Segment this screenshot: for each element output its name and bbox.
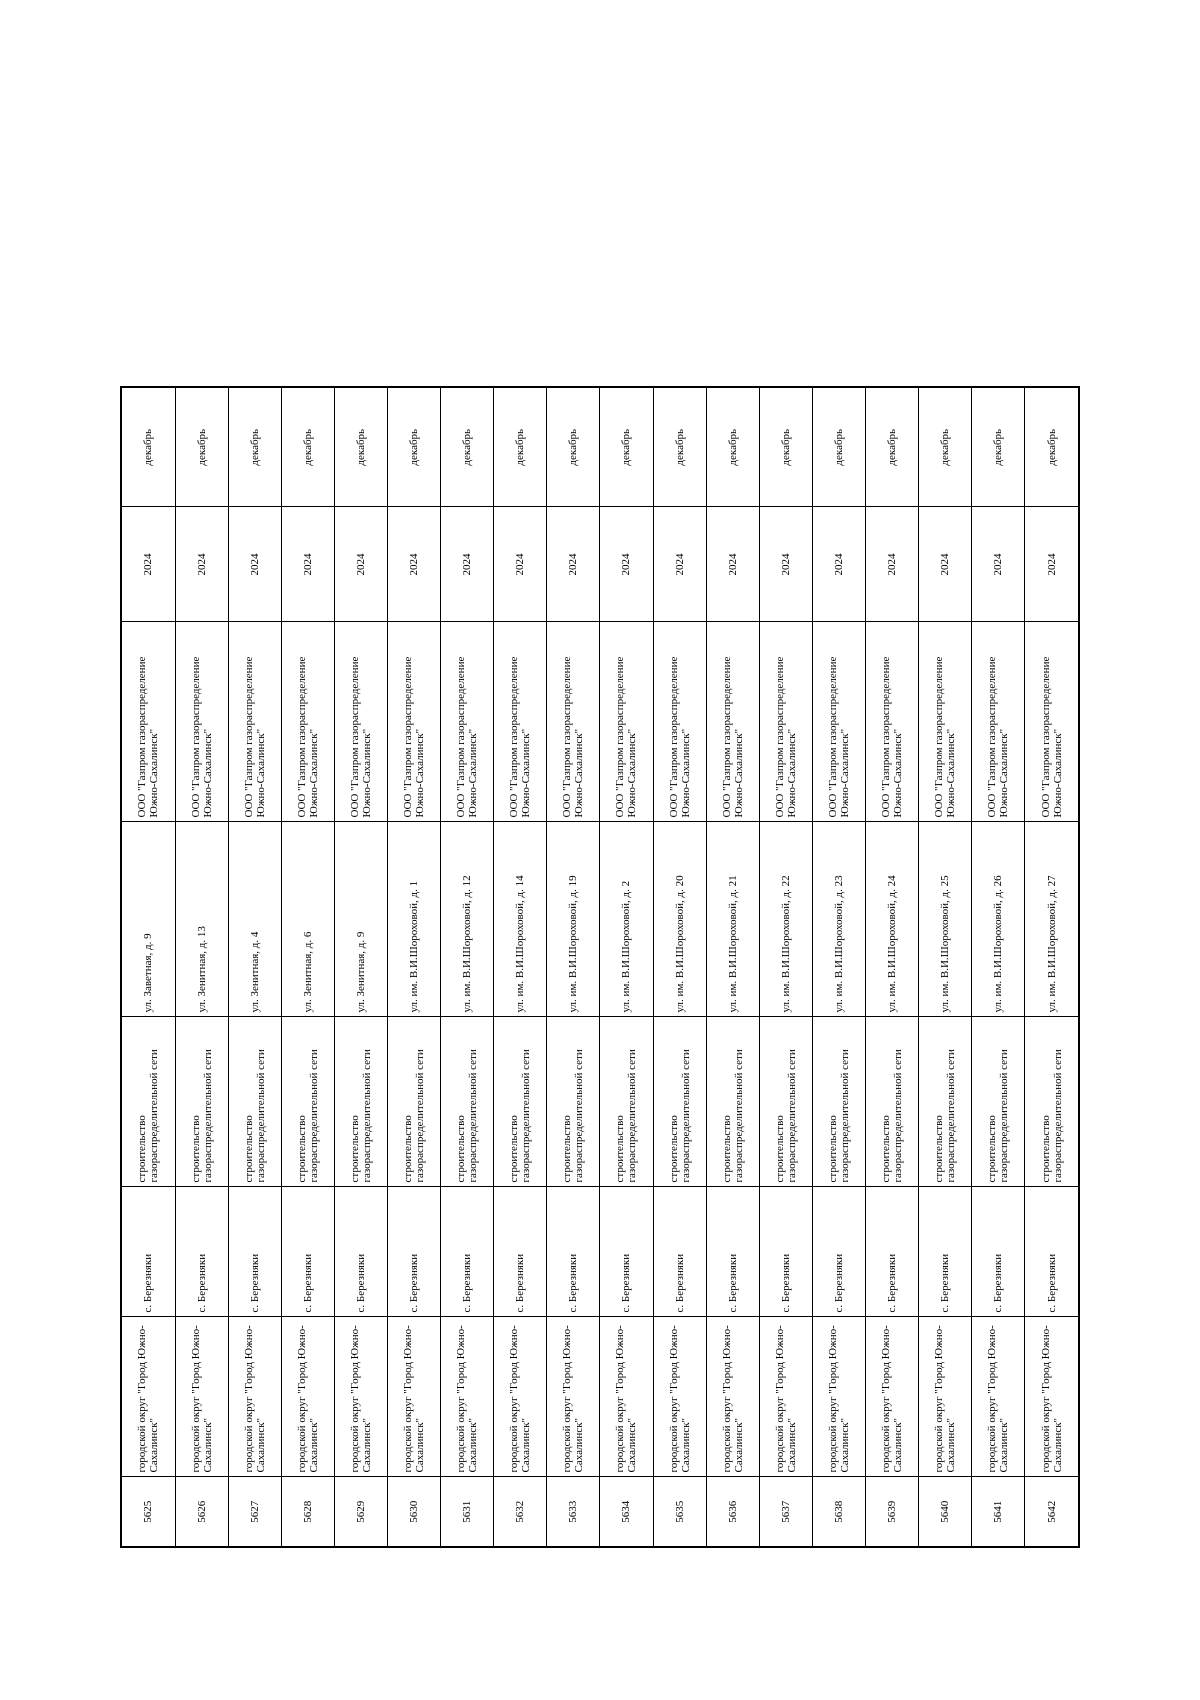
row-number: 5626 [175,1477,228,1547]
settlement-cell: с. Березняки [334,1187,387,1317]
month-cell: декабрь [175,387,228,507]
work-type-cell: строительство газораспределительной сети [706,1017,759,1187]
organization-cell: ООО "Газпром газораспределение Южно-Сахалинск" [812,622,865,822]
municipality-cell: городской округ "Город Южно-Сахалинск" [972,1317,1025,1477]
address-cell: ул. им. В.И.Шороховой, д. 22 [759,822,812,1017]
work-type-cell: строительство газораспределительной сети [441,1017,494,1187]
month-cell: декабрь [228,387,281,507]
settlement-cell: с. Березняки [281,1187,334,1317]
work-type-cell: строительство газораспределительной сети [387,1017,440,1187]
year-cell: 2024 [494,507,547,622]
table-row [706,387,759,1547]
settlement-cell: с. Березняки [706,1187,759,1317]
table-row [919,387,972,1547]
settlement-cell: с. Березняки [121,1187,175,1317]
work-type-cell: строительство газораспределительной сети [600,1017,653,1187]
work-type-cell: строительство газораспределительной сети [812,1017,865,1187]
row-number: 5633 [547,1477,600,1547]
settlement-cell: с. Березняки [759,1187,812,1317]
municipality-cell: городской округ "Город Южно-Сахалинск" [919,1317,972,1477]
year-cell: 2024 [812,507,865,622]
table-row [121,387,175,1547]
month-cell: декабрь [706,387,759,507]
row-number: 5634 [600,1477,653,1547]
settlement-cell: с. Березняки [919,1187,972,1317]
year-cell: 2024 [919,507,972,622]
year-cell: 2024 [121,507,175,622]
table-row [1025,387,1079,1547]
table-row [972,387,1025,1547]
year-cell: 2024 [706,507,759,622]
settlement-cell: с. Березняки [812,1187,865,1317]
table-row [812,387,865,1547]
table-row [175,387,228,1547]
organization-cell: ООО "Газпром газораспределение Южно-Сахалинск" [228,622,281,822]
month-cell: декабрь [600,387,653,507]
table-row [228,387,281,1547]
month-cell: декабрь [441,387,494,507]
work-type-cell: строительство газораспределительной сети [759,1017,812,1187]
row-number: 5641 [972,1477,1025,1547]
organization-cell: ООО "Газпром газораспределение Южно-Сахалинск" [865,622,918,822]
row-number: 5635 [653,1477,706,1547]
month-cell: декабрь [865,387,918,507]
address-cell: ул. Заветная, д. 9 [121,822,175,1017]
table-row [865,387,918,1547]
address-cell: ул. им. В.И.Шороховой, д. 20 [653,822,706,1017]
month-cell: декабрь [972,387,1025,507]
address-cell: ул. им. В.И.Шороховой, д. 26 [972,822,1025,1017]
year-cell: 2024 [228,507,281,622]
address-cell: ул. им. В.И.Шороховой, д. 25 [919,822,972,1017]
settlement-cell: с. Березняки [1025,1187,1079,1317]
month-cell: декабрь [1025,387,1079,507]
settlement-cell: с. Березняки [653,1187,706,1317]
month-cell: декабрь [919,387,972,507]
municipality-cell: городской округ "Город Южно-Сахалинск" [334,1317,387,1477]
work-type-cell: строительство газораспределительной сети [121,1017,175,1187]
settlement-cell: с. Березняки [387,1187,440,1317]
settlement-cell: с. Березняки [600,1187,653,1317]
table-row [441,387,494,1547]
organization-cell: ООО "Газпром газораспределение Южно-Сахалинск" [1025,622,1079,822]
organization-cell: ООО "Газпром газораспределение Южно-Сахалинск" [547,622,600,822]
row-number: 5631 [441,1477,494,1547]
settlement-cell: с. Березняки [441,1187,494,1317]
work-type-cell: строительство газораспределительной сети [334,1017,387,1187]
month-cell: декабрь [812,387,865,507]
municipality-cell: городской округ "Город Южно-Сахалинск" [494,1317,547,1477]
organization-cell: ООО "Газпром газораспределение Южно-Сахалинск" [919,622,972,822]
municipality-cell: городской округ "Город Южно-Сахалинск" [812,1317,865,1477]
table-row [759,387,812,1547]
year-cell: 2024 [865,507,918,622]
address-cell: ул. им. В.И.Шороховой, д. 14 [494,822,547,1017]
organization-cell: ООО "Газпром газораспределение Южно-Сахалинск" [175,622,228,822]
table-row [600,387,653,1547]
work-type-cell: строительство газораспределительной сети [228,1017,281,1187]
settlement-cell: с. Березняки [175,1187,228,1317]
month-cell: декабрь [121,387,175,507]
year-cell: 2024 [547,507,600,622]
year-cell: 2024 [600,507,653,622]
row-number: 5629 [334,1477,387,1547]
table-row [494,387,547,1547]
organization-cell: ООО "Газпром газораспределение Южно-Сахалинск" [972,622,1025,822]
table-row [387,387,440,1547]
table-body [121,387,1079,1547]
municipality-cell: городской округ "Город Южно-Сахалинск" [441,1317,494,1477]
settlement-cell: с. Березняки [228,1187,281,1317]
row-number: 5638 [812,1477,865,1547]
settlement-cell: с. Березняки [865,1187,918,1317]
municipality-cell: городской округ "Город Южно-Сахалинск" [387,1317,440,1477]
municipality-cell: городской округ "Город Южно-Сахалинск" [281,1317,334,1477]
municipality-cell: городской округ "Город Южно-Сахалинск" [706,1317,759,1477]
work-type-cell: строительство газораспределительной сети [1025,1017,1079,1187]
row-number: 5639 [865,1477,918,1547]
year-cell: 2024 [281,507,334,622]
rotated-page [120,388,1080,1548]
month-cell: декабрь [653,387,706,507]
organization-cell: ООО "Газпром газораспределение Южно-Сахалинск" [334,622,387,822]
year-cell: 2024 [972,507,1025,622]
address-cell: ул. им. В.И.Шороховой, д. 19 [547,822,600,1017]
organization-cell: ООО "Газпром газораспределение Южно-Сахалинск" [653,622,706,822]
organization-cell: ООО "Газпром газораспределение Южно-Сахалинск" [600,622,653,822]
table-row [547,387,600,1547]
municipality-cell: городской округ "Город Южно-Сахалинск" [653,1317,706,1477]
work-type-cell: строительство газораспределительной сети [547,1017,600,1187]
table-row [281,387,334,1547]
work-type-cell: строительство газораспределительной сети [175,1017,228,1187]
year-cell: 2024 [441,507,494,622]
settlement-cell: с. Березняки [547,1187,600,1317]
municipality-cell: городской округ "Город Южно-Сахалинск" [759,1317,812,1477]
address-cell: ул. Зенитная, д. 4 [228,822,281,1017]
gasification-table [120,386,1080,1548]
work-type-cell: строительство газораспределительной сети [919,1017,972,1187]
address-cell: ул. им. В.И.Шороховой, д. 1 [387,822,440,1017]
municipality-cell: городской округ "Город Южно-Сахалинск" [228,1317,281,1477]
organization-cell: ООО "Газпром газораспределение Южно-Сахалинск" [121,622,175,822]
row-number: 5637 [759,1477,812,1547]
municipality-cell: городской округ "Город Южно-Сахалинск" [121,1317,175,1477]
address-cell: ул. им. В.И.Шороховой, д. 2 [600,822,653,1017]
organization-cell: ООО "Газпром газораспределение Южно-Сахалинск" [706,622,759,822]
organization-cell: ООО "Газпром газораспределение Южно-Сахалинск" [281,622,334,822]
month-cell: декабрь [387,387,440,507]
year-cell: 2024 [653,507,706,622]
table-row [653,387,706,1547]
work-type-cell: строительство газораспределительной сети [494,1017,547,1187]
row-number: 5642 [1025,1477,1079,1547]
municipality-cell: городской округ "Город Южно-Сахалинск" [600,1317,653,1477]
year-cell: 2024 [759,507,812,622]
work-type-cell: строительство газораспределительной сети [653,1017,706,1187]
year-cell: 2024 [334,507,387,622]
month-cell: декабрь [281,387,334,507]
month-cell: декабрь [547,387,600,507]
address-cell: ул. им. В.И.Шороховой, д. 21 [706,822,759,1017]
organization-cell: ООО "Газпром газораспределение Южно-Сахалинск" [387,622,440,822]
municipality-cell: городской округ "Город Южно-Сахалинск" [175,1317,228,1477]
address-cell: ул. Зенитная, д. 13 [175,822,228,1017]
month-cell: декабрь [334,387,387,507]
year-cell: 2024 [1025,507,1079,622]
address-cell: ул. Зенитная, д. 9 [334,822,387,1017]
work-type-cell: строительство газораспределительной сети [972,1017,1025,1187]
organization-cell: ООО "Газпром газораспределение Южно-Сахалинск" [494,622,547,822]
row-number: 5627 [228,1477,281,1547]
table-row [334,387,387,1547]
row-number: 5630 [387,1477,440,1547]
row-number: 5625 [121,1477,175,1547]
address-cell: ул. им. В.И.Шороховой, д. 27 [1025,822,1079,1017]
address-cell: ул. им. В.И.Шороховой, д. 12 [441,822,494,1017]
row-number: 5632 [494,1477,547,1547]
row-number: 5628 [281,1477,334,1547]
municipality-cell: городской округ "Город Южно-Сахалинск" [865,1317,918,1477]
organization-cell: ООО "Газпром газораспределение Южно-Сахалинск" [441,622,494,822]
year-cell: 2024 [387,507,440,622]
row-number: 5636 [706,1477,759,1547]
settlement-cell: с. Березняки [494,1187,547,1317]
address-cell: ул. Зенитная, д. 6 [281,822,334,1017]
organization-cell: ООО "Газпром газораспределение Южно-Сахалинск" [759,622,812,822]
month-cell: декабрь [759,387,812,507]
municipality-cell: городской округ "Город Южно-Сахалинск" [1025,1317,1079,1477]
address-cell: ул. им. В.И.Шороховой, д. 23 [812,822,865,1017]
month-cell: декабрь [494,387,547,507]
row-number: 5640 [919,1477,972,1547]
work-type-cell: строительство газораспределительной сети [281,1017,334,1187]
municipality-cell: городской округ "Город Южно-Сахалинск" [547,1317,600,1477]
address-cell: ул. им. В.И.Шороховой, д. 24 [865,822,918,1017]
work-type-cell: строительство газораспределительной сети [865,1017,918,1187]
year-cell: 2024 [175,507,228,622]
settlement-cell: с. Березняки [972,1187,1025,1317]
